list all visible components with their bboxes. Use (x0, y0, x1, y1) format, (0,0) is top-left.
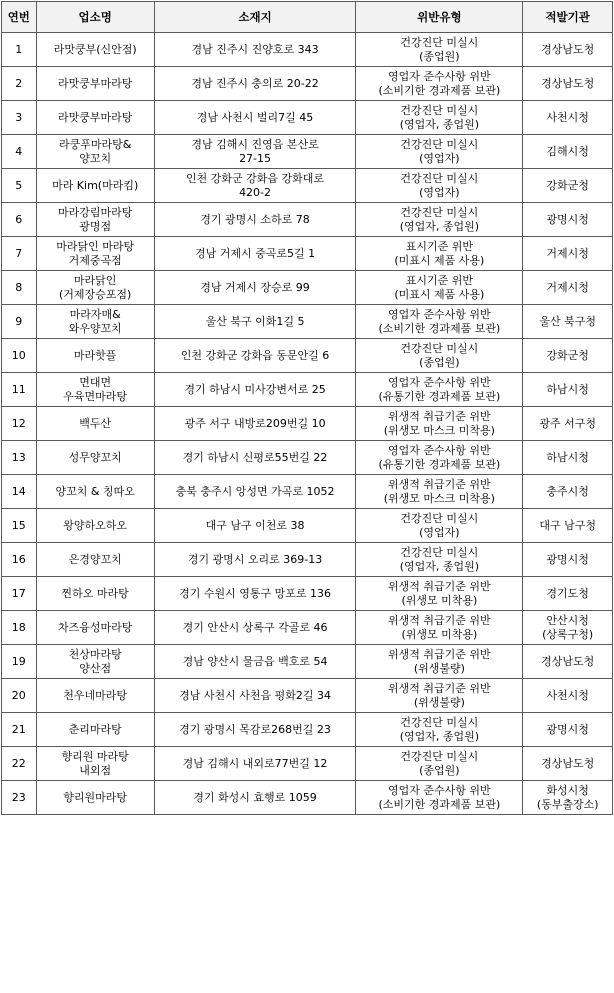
cell-no: 15 (2, 509, 37, 543)
cell-violation-type: 위생적 취급기준 위반 (위생모 미착용) (356, 577, 523, 611)
table-row (2, 543, 613, 577)
cell-agency: 거제시청 (523, 237, 613, 271)
table-row (2, 33, 613, 67)
cell-no: 9 (2, 305, 37, 339)
cell-business-name: 마라닭인 마라탕 거제중곡점 (36, 237, 154, 271)
cell-address: 경남 사천시 벌리7길 45 (154, 101, 356, 135)
cell-address: 울산 북구 이화1길 5 (154, 305, 356, 339)
cell-violation-type: 위생적 취급기준 위반 (위생모 미착용) (356, 611, 523, 645)
cell-address: 경남 김해시 내외로77번길 12 (154, 747, 356, 781)
header-address: 소재지 (154, 2, 356, 33)
cell-business-name: 마라자매& 와우양꼬치 (36, 305, 154, 339)
table-row (2, 475, 613, 509)
header-agency: 적발기관 (523, 2, 613, 33)
cell-violation-type: 건강진단 미실시 (영업자, 종업원) (356, 713, 523, 747)
table-row (2, 781, 613, 815)
cell-agency: 경상남도청 (523, 747, 613, 781)
cell-no: 19 (2, 645, 37, 679)
cell-violation-type: 표시기준 위반 (미표시 제품 사용) (356, 271, 523, 305)
cell-agency: 하남시청 (523, 441, 613, 475)
cell-agency: 울산 북구청 (523, 305, 613, 339)
cell-address: 충북 충주시 앙성면 가곡로 1052 (154, 475, 356, 509)
cell-violation-type: 영업자 준수사항 위반 (유통기한 경과제품 보관) (356, 373, 523, 407)
table-row (2, 577, 613, 611)
cell-business-name: 차즈융성마라탕 (36, 611, 154, 645)
cell-agency: 광주 서구청 (523, 407, 613, 441)
cell-no: 22 (2, 747, 37, 781)
cell-violation-type: 위생적 취급기준 위반 (위생불량) (356, 645, 523, 679)
cell-violation-type: 영업자 준수사항 위반 (유통기한 경과제품 보관) (356, 441, 523, 475)
cell-violation-type: 건강진단 미실시 (영업자, 종업원) (356, 543, 523, 577)
cell-business-name: 천상마라탕 양산점 (36, 645, 154, 679)
cell-no: 6 (2, 203, 37, 237)
cell-business-name: 마라닭인 (거제장승포점) (36, 271, 154, 305)
cell-no: 1 (2, 33, 37, 67)
cell-no: 17 (2, 577, 37, 611)
cell-no: 3 (2, 101, 37, 135)
cell-no: 18 (2, 611, 37, 645)
cell-business-name: 마라핫플 (36, 339, 154, 373)
cell-violation-type: 영업자 준수사항 위반 (소비기한 경과제품 보관) (356, 67, 523, 101)
table-row (2, 509, 613, 543)
cell-business-name: 찐하오 마라탕 (36, 577, 154, 611)
table-header (2, 2, 613, 33)
cell-address: 경남 사천시 사천읍 평화2길 34 (154, 679, 356, 713)
cell-address: 인천 강화군 강화읍 강화대로 420-2 (154, 169, 356, 203)
cell-violation-type: 표시기준 위반 (미표시 제품 사용) (356, 237, 523, 271)
cell-address: 경남 양산시 물금읍 백호로 54 (154, 645, 356, 679)
table-row (2, 305, 613, 339)
cell-violation-type: 건강진단 미실시 (종업원) (356, 747, 523, 781)
table-row (2, 101, 613, 135)
cell-agency: 경상남도청 (523, 33, 613, 67)
cell-business-name: 양꼬치 & 칭따오 (36, 475, 154, 509)
cell-violation-type: 건강진단 미실시 (영업자) (356, 169, 523, 203)
cell-agency: 사천시청 (523, 679, 613, 713)
cell-agency: 충주시청 (523, 475, 613, 509)
cell-no: 20 (2, 679, 37, 713)
table-row (2, 271, 613, 305)
cell-address: 경남 김해시 진영읍 본산로 27-15 (154, 135, 356, 169)
cell-business-name: 마라강림마라탕 광명점 (36, 203, 154, 237)
table-row (2, 67, 613, 101)
cell-violation-type: 건강진단 미실시 (영업자, 종업원) (356, 203, 523, 237)
cell-violation-type: 영업자 준수사항 위반 (소비기한 경과제품 보관) (356, 781, 523, 815)
table-row (2, 169, 613, 203)
cell-business-name: 향리원마라탕 (36, 781, 154, 815)
cell-no: 7 (2, 237, 37, 271)
cell-violation-type: 건강진단 미실시 (종업원) (356, 33, 523, 67)
cell-violation-type: 건강진단 미실시 (영업자, 종업원) (356, 101, 523, 135)
cell-address: 경남 거제시 중곡로5길 1 (154, 237, 356, 271)
cell-agency: 경상남도청 (523, 645, 613, 679)
table-body (2, 33, 613, 815)
cell-no: 11 (2, 373, 37, 407)
cell-no: 21 (2, 713, 37, 747)
cell-address: 경남 진주시 진양호로 343 (154, 33, 356, 67)
cell-business-name: 천우네마라탕 (36, 679, 154, 713)
table-row (2, 203, 613, 237)
cell-business-name: 라맛쿵부마라탕 (36, 101, 154, 135)
cell-business-name: 은경양꼬치 (36, 543, 154, 577)
cell-agency: 광명시청 (523, 543, 613, 577)
cell-business-name: 향리원 마라탕 내외점 (36, 747, 154, 781)
cell-violation-type: 위생적 취급기준 위반 (위생모 마스크 미착용) (356, 475, 523, 509)
cell-agency: 경기도청 (523, 577, 613, 611)
cell-violation-type: 건강진단 미실시 (영업자) (356, 509, 523, 543)
cell-address: 경남 거제시 장승로 99 (154, 271, 356, 305)
cell-no: 13 (2, 441, 37, 475)
cell-violation-type: 위생적 취급기준 위반 (위생불량) (356, 679, 523, 713)
table-row (2, 135, 613, 169)
cell-agency: 화성시청 (동부출장소) (523, 781, 613, 815)
cell-agency: 광명시청 (523, 713, 613, 747)
cell-no: 14 (2, 475, 37, 509)
table-row (2, 407, 613, 441)
cell-no: 16 (2, 543, 37, 577)
cell-address: 경기 안산시 상록구 각골로 46 (154, 611, 356, 645)
cell-agency: 광명시청 (523, 203, 613, 237)
table-row (2, 373, 613, 407)
cell-no: 8 (2, 271, 37, 305)
cell-agency: 강화군청 (523, 339, 613, 373)
cell-address: 인천 강화군 강화읍 동문안길 6 (154, 339, 356, 373)
cell-agency: 강화군청 (523, 169, 613, 203)
header-no: 연번 (2, 2, 37, 33)
cell-business-name: 면대면 우육면마라탕 (36, 373, 154, 407)
cell-violation-type: 건강진단 미실시 (종업원) (356, 339, 523, 373)
cell-no: 12 (2, 407, 37, 441)
table-row (2, 645, 613, 679)
cell-address: 경기 수원시 영통구 망포로 136 (154, 577, 356, 611)
cell-violation-type: 영업자 준수사항 위반 (소비기한 경과제품 보관) (356, 305, 523, 339)
cell-agency: 대구 남구청 (523, 509, 613, 543)
cell-no: 10 (2, 339, 37, 373)
cell-business-name: 라맛쿵부마라탕 (36, 67, 154, 101)
cell-address: 경기 하남시 신평로55번길 22 (154, 441, 356, 475)
table-row (2, 237, 613, 271)
header-business-name: 업소명 (36, 2, 154, 33)
cell-agency: 거제시청 (523, 271, 613, 305)
cell-no: 23 (2, 781, 37, 815)
table-row (2, 441, 613, 475)
cell-address: 경기 하남시 미사강변서로 25 (154, 373, 356, 407)
violations-table (1, 1, 613, 815)
cell-business-name: 라맛쿵부(신안점) (36, 33, 154, 67)
cell-business-name: 마라 Kim(마라킴) (36, 169, 154, 203)
cell-violation-type: 건강진단 미실시 (영업자) (356, 135, 523, 169)
cell-address: 경기 광명시 목감로268번길 23 (154, 713, 356, 747)
table-row (2, 611, 613, 645)
table-row (2, 747, 613, 781)
cell-address: 경기 화성시 효행로 1059 (154, 781, 356, 815)
cell-address: 경기 광명시 소하로 78 (154, 203, 356, 237)
cell-address: 경기 광명시 오리로 369-13 (154, 543, 356, 577)
cell-agency: 안산시청 (상록구청) (523, 611, 613, 645)
cell-agency: 사천시청 (523, 101, 613, 135)
table-row (2, 713, 613, 747)
table-row (2, 679, 613, 713)
cell-business-name: 왕양하오하오 (36, 509, 154, 543)
cell-address: 광주 서구 내방로209번길 10 (154, 407, 356, 441)
cell-no: 4 (2, 135, 37, 169)
cell-business-name: 라쿵푸마라탕& 양꼬치 (36, 135, 154, 169)
header-violation-type: 위반유형 (356, 2, 523, 33)
cell-agency: 하남시청 (523, 373, 613, 407)
cell-agency: 김해시청 (523, 135, 613, 169)
cell-address: 대구 남구 이천로 38 (154, 509, 356, 543)
cell-no: 5 (2, 169, 37, 203)
cell-address: 경남 진주시 충의로 20-22 (154, 67, 356, 101)
cell-business-name: 백두산 (36, 407, 154, 441)
cell-business-name: 성무양꼬치 (36, 441, 154, 475)
cell-agency: 경상남도청 (523, 67, 613, 101)
table-row (2, 339, 613, 373)
cell-violation-type: 위생적 취급기준 위반 (위생모 마스크 미착용) (356, 407, 523, 441)
cell-business-name: 춘리마라탕 (36, 713, 154, 747)
cell-no: 2 (2, 67, 37, 101)
header-row (2, 2, 613, 33)
